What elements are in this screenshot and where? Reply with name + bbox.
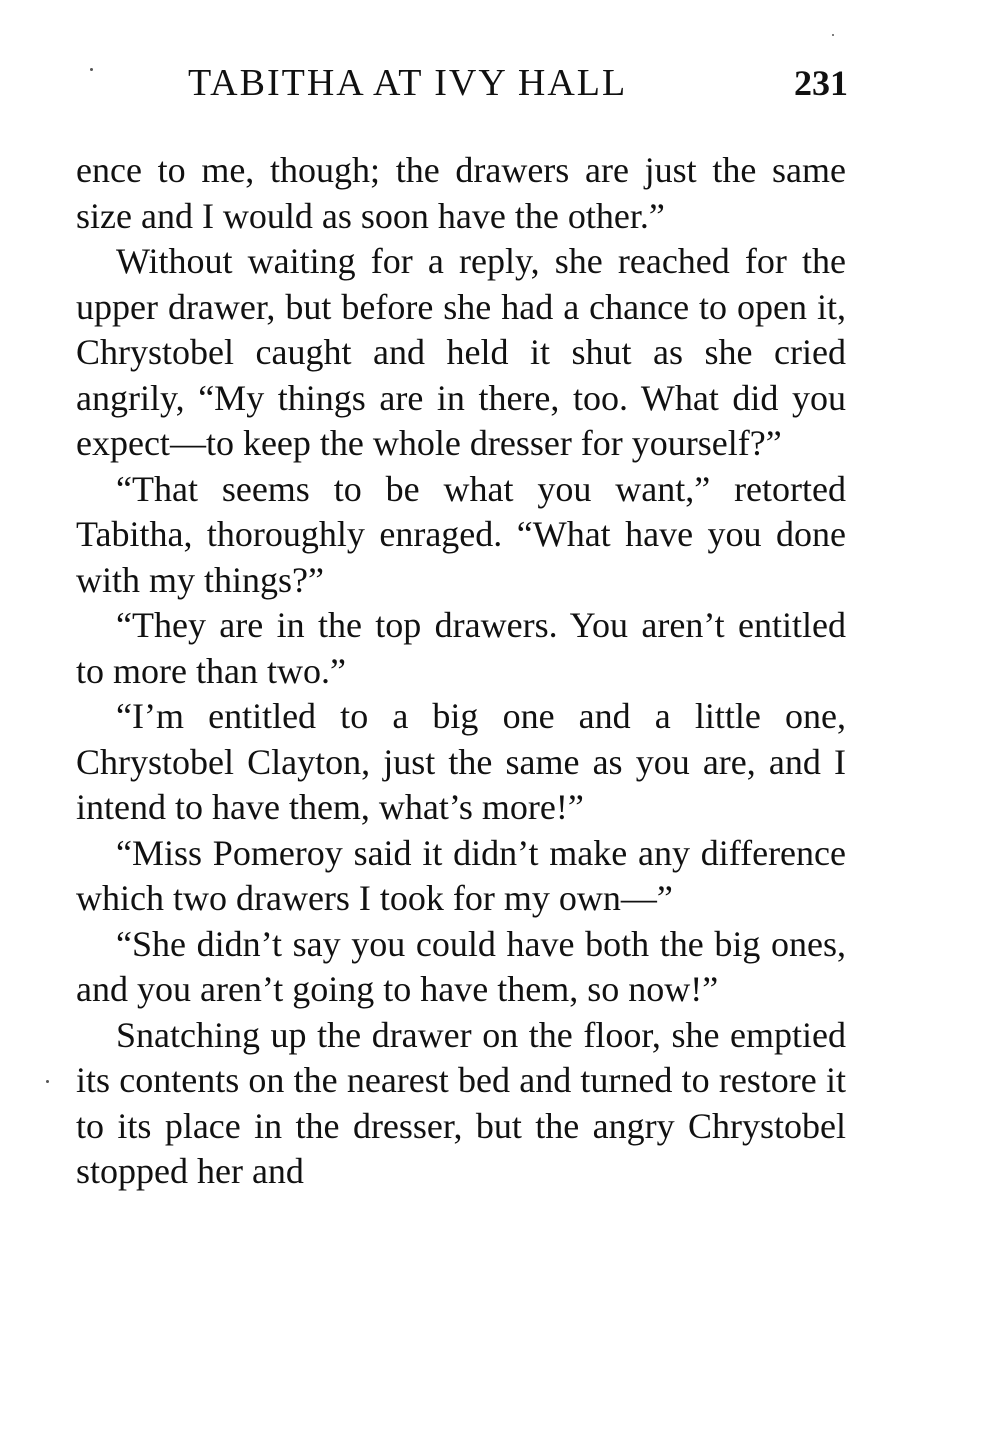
page-header (188, 58, 848, 108)
scan-speck (90, 68, 93, 71)
paragraph-continued: ence to me, though; the drawers are just the same size and I would as soon have the other.” (76, 150, 846, 236)
page-number: 231 (794, 63, 848, 103)
paragraph: “I’m entitled to a big one and a little one, Chrystobel Clayton, just the same as you are, and I intend to have them, what’s more!” (76, 696, 846, 827)
scan-speck (832, 34, 834, 36)
scan-speck (46, 1080, 49, 1083)
paragraph: Snatching up the drawer on the floor, she emptied its contents on the nearest bed and turned to restore it to its place in the dresser, but the angry Chrystobel stopped her and (76, 1014, 846, 1191)
paragraph: “She didn’t say you could have both the big ones, and you aren’t going to have them, so now!” (76, 923, 846, 1009)
paragraph: Without waiting for a reply, she reached for the upper drawer, but before she had a chance to open it, Chrystobel caught and held it shut as she cried angrily, “My things are in there, too. What did you expect—to keep the whole dresser for yourself?” (76, 241, 846, 463)
paragraph: “Miss Pomeroy said it didn’t make any difference which two drawers I took for my own—” (76, 832, 846, 918)
paragraph: “That seems to be what you want,” retorted Tabitha, thoroughly enraged. “What have you done with my things?” (76, 468, 846, 600)
body-text (76, 148, 846, 1195)
paragraph: “They are in the top drawers. You aren’t entitled to more than two.” (76, 605, 846, 691)
running-head: TABITHA AT IVY HALL (188, 62, 628, 104)
